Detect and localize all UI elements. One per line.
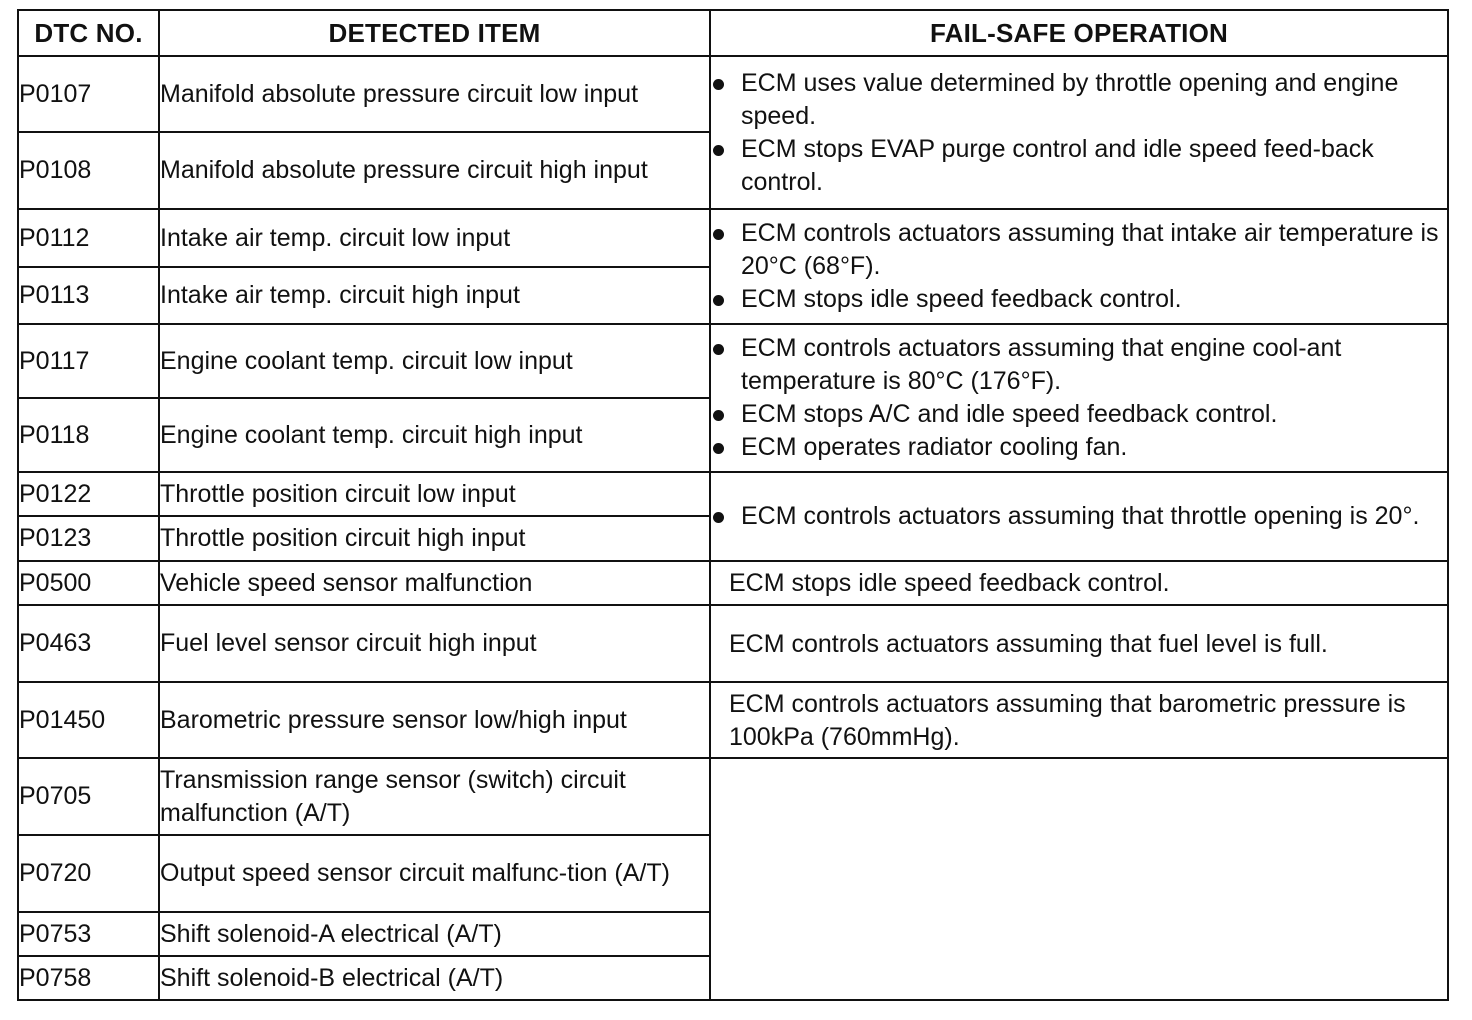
operation-bullet: ECM stops A/C and idle speed feedback control. bbox=[711, 398, 1447, 431]
dtc-fail-safe-table bbox=[17, 9, 1449, 1001]
detected-item: Engine coolant temp. circuit high input bbox=[159, 398, 710, 472]
dtc-code: P0123 bbox=[18, 516, 159, 561]
dtc-code: P0705 bbox=[18, 758, 159, 835]
fail-safe-operation-iat bbox=[710, 209, 1448, 324]
dtc-code: P0758 bbox=[18, 956, 159, 1000]
dtc-code: P0122 bbox=[18, 472, 159, 516]
table-row bbox=[18, 324, 1448, 398]
table-row bbox=[18, 472, 1448, 516]
dtc-code: P0112 bbox=[18, 209, 159, 267]
dtc-code: P0108 bbox=[18, 132, 159, 209]
dtc-code: P0107 bbox=[18, 56, 159, 132]
operation-bullet: ECM uses value determined by throttle opening and engine speed. bbox=[711, 67, 1447, 133]
dtc-code: P0720 bbox=[18, 835, 159, 912]
header-detected-item: DETECTED ITEM bbox=[159, 10, 710, 56]
detected-item: Throttle position circuit high input bbox=[159, 516, 710, 561]
operation-bullet: ECM stops idle speed feedback control. bbox=[711, 283, 1447, 316]
operation-bullet: ECM operates radiator cooling fan. bbox=[711, 431, 1447, 464]
table-row bbox=[18, 758, 1448, 835]
detected-item: Manifold absolute pressure circuit low input bbox=[159, 56, 710, 132]
dtc-code: P0117 bbox=[18, 324, 159, 398]
table-row bbox=[18, 209, 1448, 267]
detected-item: Output speed sensor circuit malfunc-tion (A/T) bbox=[159, 835, 710, 912]
table-row bbox=[18, 56, 1448, 132]
detected-item: Throttle position circuit low input bbox=[159, 472, 710, 516]
dtc-code: P0463 bbox=[18, 605, 159, 682]
operation-bullet: ECM controls actuators assuming that engine cool-ant temperature is 80°C (176°F). bbox=[711, 332, 1447, 398]
fail-safe-operation-fuel: ECM controls actuators assuming that fuel level is full. bbox=[710, 605, 1448, 682]
table-row bbox=[18, 605, 1448, 682]
table-row bbox=[18, 561, 1448, 605]
dtc-code: P0118 bbox=[18, 398, 159, 472]
detected-item: Intake air temp. circuit low input bbox=[159, 209, 710, 267]
detected-item: Shift solenoid-A electrical (A/T) bbox=[159, 912, 710, 956]
detected-item: Intake air temp. circuit high input bbox=[159, 267, 710, 324]
detected-item: Fuel level sensor circuit high input bbox=[159, 605, 710, 682]
fail-safe-operation-ect bbox=[710, 324, 1448, 472]
fail-safe-operation-tp bbox=[710, 472, 1448, 561]
header-fail-safe-operation: FAIL-SAFE OPERATION bbox=[710, 10, 1448, 56]
fail-safe-operation-baro: ECM controls actuators assuming that barometric pressure is 100kPa (760mmHg). bbox=[710, 682, 1448, 758]
header-row bbox=[18, 10, 1448, 56]
header-dtc-no: DTC NO. bbox=[18, 10, 159, 56]
fail-safe-operation-map bbox=[710, 56, 1448, 209]
detected-item: Manifold absolute pressure circuit high input bbox=[159, 132, 710, 209]
fail-safe-operation-empty bbox=[710, 758, 1448, 1000]
dtc-code: P0753 bbox=[18, 912, 159, 956]
dtc-code: P01450 bbox=[18, 682, 159, 758]
dtc-code: P0113 bbox=[18, 267, 159, 324]
detected-item: Vehicle speed sensor malfunction bbox=[159, 561, 710, 605]
operation-bullet: ECM controls actuators assuming that throttle opening is 20°. bbox=[711, 500, 1447, 533]
operation-bullet: ECM stops EVAP purge control and idle speed feed-back control. bbox=[711, 133, 1447, 199]
detected-item: Shift solenoid-B electrical (A/T) bbox=[159, 956, 710, 1000]
detected-item: Barometric pressure sensor low/high input bbox=[159, 682, 710, 758]
fail-safe-operation-vss: ECM stops idle speed feedback control. bbox=[710, 561, 1448, 605]
table-row bbox=[18, 682, 1448, 758]
dtc-code: P0500 bbox=[18, 561, 159, 605]
operation-bullet: ECM controls actuators assuming that intake air temperature is 20°C (68°F). bbox=[711, 217, 1447, 283]
detected-item: Engine coolant temp. circuit low input bbox=[159, 324, 710, 398]
detected-item: Transmission range sensor (switch) circuit malfunction (A/T) bbox=[159, 758, 710, 835]
